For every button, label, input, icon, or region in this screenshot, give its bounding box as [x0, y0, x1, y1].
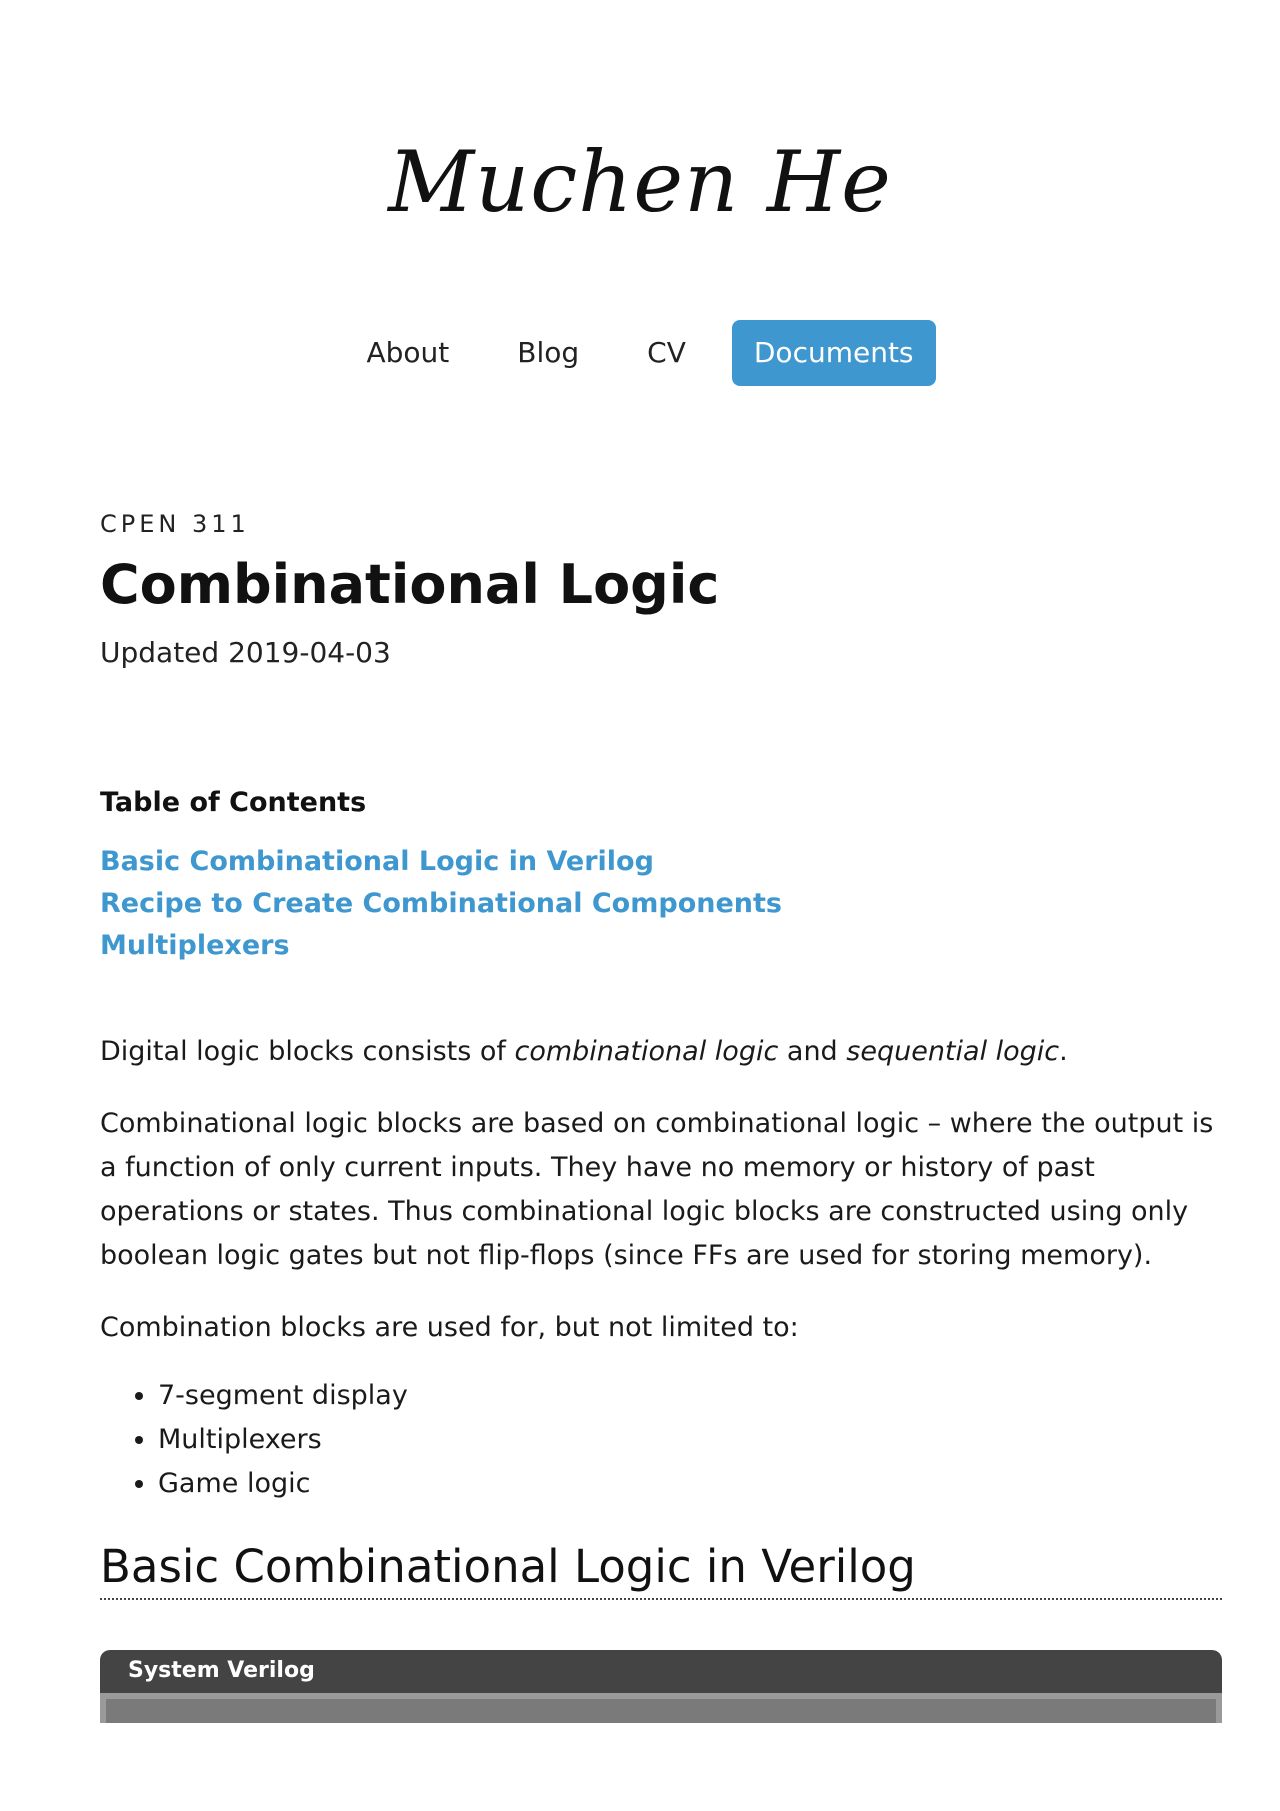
site-title[interactable]: Muchen He — [388, 133, 892, 231]
updated-date: Updated 2019-04-03 — [100, 636, 391, 670]
nav-item-blog[interactable]: Blog — [517, 336, 580, 369]
nav-item-documents[interactable]: Documents — [732, 320, 936, 386]
intro-text-c: . — [1059, 1036, 1068, 1068]
list-item: • Multiplexers — [158, 1418, 1222, 1462]
emphasis-combinational: combinational logic — [514, 1036, 779, 1068]
intro-text-b: and — [778, 1036, 847, 1068]
nav-item-about[interactable]: About — [366, 336, 450, 369]
code-language-label: System Verilog — [100, 1650, 1222, 1692]
code-block — [100, 1650, 1222, 1722]
section-heading: Basic Combinational Logic in Verilog — [100, 1540, 1222, 1600]
nav-item-cv[interactable]: CV — [647, 336, 686, 369]
list-item: • Game logic — [158, 1462, 1222, 1506]
intro-text-a: Digital logic blocks consists of — [100, 1036, 515, 1068]
toc-heading: Table of Contents — [100, 787, 367, 819]
code-area — [106, 1699, 1216, 1723]
emphasis-sequential: sequential logic — [846, 1036, 1060, 1068]
toc-item — [100, 884, 1222, 926]
page-title: Combinational Logic — [100, 552, 720, 616]
intro-paragraph — [100, 1030, 1222, 1074]
list-item: • 7-segment display — [158, 1374, 1222, 1418]
toc-link-basic-combinational-logic[interactable]: Basic Combinational Logic in Verilog — [100, 846, 654, 878]
toc-item — [100, 926, 1222, 968]
main-nav — [0, 320, 1280, 386]
uses-list — [100, 1374, 1222, 1506]
table-of-contents — [100, 842, 1222, 968]
course-code: CPEN 311 — [100, 510, 250, 538]
toc-link-multiplexers[interactable]: Multiplexers — [100, 930, 290, 962]
toc-item — [100, 842, 1222, 884]
article — [100, 510, 1222, 1723]
toc-link-recipe[interactable]: Recipe to Create Combinational Components — [100, 888, 782, 920]
code-body[interactable] — [100, 1693, 1222, 1723]
definition-paragraph: Combinational logic blocks are based on combinational logic – where the output is a function of only current inputs. They have no memory or history of past operations or states. Thus combinational logic blocks are constructed using only boolean logic gates but not flip-flops (since FFs are used for storing memory). — [100, 1108, 1214, 1272]
uses-paragraph: Combination blocks are used for, but not limited to: — [100, 1312, 799, 1344]
